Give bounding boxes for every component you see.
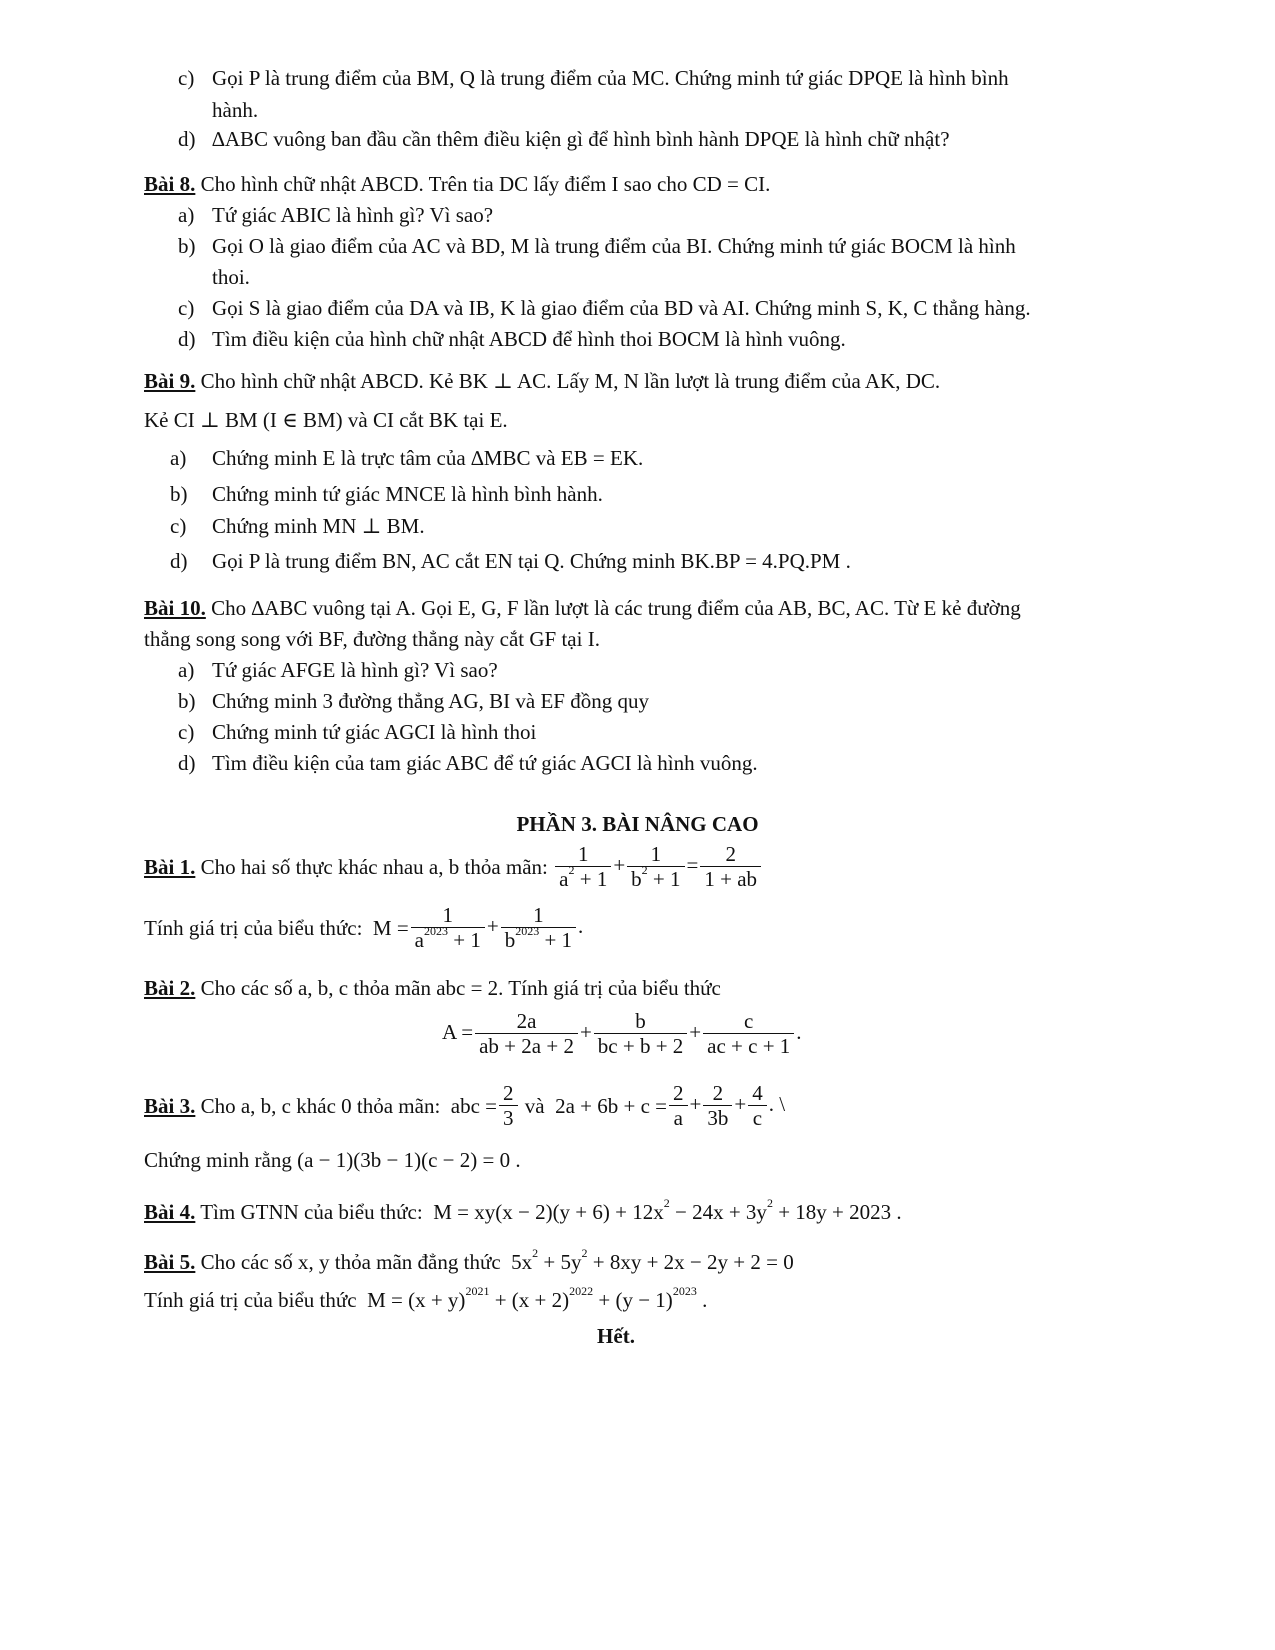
problem-title: Bài 10. bbox=[144, 596, 206, 620]
item-label: b) bbox=[170, 482, 188, 506]
item-label: d) bbox=[178, 327, 196, 351]
fraction: $\frac{4}{c}$ bbox=[748, 1082, 767, 1130]
nc2-formula: A = $\frac{2a}{ab + 2a + 2}$ + $\frac{b}{bc + b + 2}$ + $\frac{c}{ac + c + 1}$ . bbox=[442, 1009, 802, 1059]
item-c bbox=[178, 66, 1009, 90]
item-c-cont: hành. bbox=[212, 98, 259, 122]
problem-title: Bài 1. bbox=[144, 855, 196, 880]
fraction: $\frac{1}{b^{2023} + 1}$ bbox=[501, 904, 576, 952]
bai8-a bbox=[178, 203, 493, 227]
item-label: a) bbox=[178, 658, 195, 682]
item-label: b) bbox=[178, 689, 196, 713]
bai9-a bbox=[170, 446, 643, 470]
section-heading: PHẦN 3. BÀI NÂNG CAO bbox=[516, 812, 759, 836]
bai9-intro-2: Kẻ CI ⊥ BM (I ∈ BM) và CI cắt BK tại E. bbox=[144, 408, 508, 432]
nc3-line-2: Chứng minh rằng (a − 1)(3b − 1)(c − 2) = 0 . bbox=[144, 1148, 521, 1172]
problem-text: Cho ∆ABC vuông tại A. Gọi E, G, F lần lượt là các trung điểm của AB, BC, AC. Từ E kẻ đường bbox=[205, 596, 1021, 620]
bai10-c bbox=[178, 720, 536, 744]
item-label: c) bbox=[178, 720, 195, 744]
fraction: $\frac{b}{bc + b + 2}$ bbox=[594, 1010, 688, 1058]
item-text: Chứng minh tứ giác MNCE là hình bình hành. bbox=[212, 482, 603, 506]
problem-title: Bài 2. bbox=[144, 976, 196, 1000]
problem-title: Bài 3. bbox=[144, 1094, 196, 1119]
problem-text: Tìm GTNN của biểu thức: bbox=[195, 1200, 423, 1224]
formula: $M = (x + y)^{2021} + (x + 2)^{2022} + (y - 1)^{2023}$ . bbox=[361, 1284, 708, 1312]
bai10-a bbox=[178, 658, 498, 682]
problem-text: Cho hình chữ nhật ABCD. Trên tia DC lấy điểm I sao cho CD = CI. bbox=[195, 172, 771, 196]
bai10-intro bbox=[144, 596, 1021, 620]
problem-text: Cho các số a, b, c thỏa mãn abc = 2. Tính giá trị của biểu thức bbox=[195, 976, 721, 1000]
problem-title: Bài 4. bbox=[144, 1200, 196, 1224]
bai8-b bbox=[178, 234, 1016, 258]
nc1-line: Bài 1. Cho hai số thực khác nhau a, b thỏa mãn: $\frac{1}{a^2 + 1}$ + $\frac{1}{b^2 + 1}$ = $\frac{2}{1 + ab}$ bbox=[144, 843, 763, 891]
nc4-line bbox=[144, 1196, 902, 1224]
nc2-line bbox=[144, 976, 721, 1000]
nc1-line-2: Tính giá trị của biểu thức: M = $\frac{1}{a^{2023} + 1}$ + $\frac{1}{b^{2023} + 1}$ . bbox=[144, 903, 584, 953]
bai10-d bbox=[178, 751, 758, 775]
item-text: Chứng minh 3 đường thẳng AG, BI và EF đồng quy bbox=[212, 689, 649, 713]
item-text: Tìm điều kiện của tam giác ABC để tứ giác AGCI là hình vuông. bbox=[212, 751, 758, 775]
problem-title: Bài 5. bbox=[144, 1250, 196, 1274]
item-d bbox=[178, 127, 950, 151]
bai9-intro bbox=[144, 369, 940, 393]
fraction: $\frac{2}{1 + ab}$ bbox=[700, 843, 761, 891]
item-text: Gọi P là trung điểm của BM, Q là trung điểm của MC. Chứng minh tứ giác DPQE là hình bình bbox=[212, 66, 1009, 90]
bai10-intro-2: thẳng song song với BF, đường thẳng này cắt GF tại I. bbox=[144, 627, 600, 651]
problem-text: Cho các số x, y thỏa mãn đẳng thức bbox=[195, 1250, 501, 1274]
item-text: Tứ giác AFGE là hình gì? Vì sao? bbox=[212, 658, 498, 682]
problem-text: Cho hai số thực khác nhau a, b thỏa mãn: bbox=[195, 855, 548, 880]
item-text: Chứng minh E là trực tâm của ∆MBC và EB = EK. bbox=[212, 446, 644, 470]
item-text: ∆ABC vuông ban đầu cần thêm điều kiện gì để hình bình hành DPQE là hình chữ nhật? bbox=[212, 127, 950, 151]
fraction: $\frac{1}{b^2 + 1}$ bbox=[627, 843, 684, 891]
bai8-b-cont: thoi. bbox=[212, 265, 250, 289]
bai9-b bbox=[170, 482, 603, 506]
fraction: $\frac{2}{3}$ bbox=[499, 1082, 518, 1130]
problem-title: Bài 9. bbox=[144, 369, 196, 393]
nc3-line: Bài 3. Cho a, b, c khác 0 thỏa mãn: abc = $\frac{2}{3}$ và 2a + 6b + c = $\frac{2}{a}$ + $\frac{2}{3b}$ + $\frac{4}{c}$ . \ bbox=[144, 1081, 786, 1131]
item-text: Gọi P là trung điểm BN, AC cắt EN tại Q. Chứng minh BK.BP = 4.PQ.PM . bbox=[212, 549, 851, 573]
bai8-c bbox=[178, 296, 1031, 320]
item-label: d) bbox=[178, 751, 196, 775]
fraction: $\frac{2a}{ab + 2a + 2}$ bbox=[475, 1010, 578, 1058]
end-mark: Hết. bbox=[597, 1324, 635, 1348]
item-label: c) bbox=[178, 296, 195, 320]
nc5-line bbox=[144, 1246, 794, 1274]
item-label: a) bbox=[178, 203, 195, 227]
item-label: c) bbox=[178, 66, 195, 90]
bai9-d bbox=[170, 549, 851, 573]
problem-title: Bài 8. bbox=[144, 172, 196, 196]
item-label: c) bbox=[170, 514, 187, 538]
bai8-d bbox=[178, 327, 846, 351]
problem-text: Tính giá trị của biểu thức: bbox=[144, 916, 363, 941]
item-text: Gọi O là giao điểm của AC và BD, M là trung điểm của BI. Chứng minh tứ giác BOCM là hình bbox=[212, 234, 1016, 258]
item-text: Chứng minh tứ giác AGCI là hình thoi bbox=[212, 720, 537, 744]
item-label: b) bbox=[178, 234, 196, 258]
fraction: $\frac{c}{ac + c + 1}$ bbox=[703, 1010, 794, 1058]
item-text: Gọi S là giao điểm của DA và IB, K là giao điểm của BD và AI. Chứng minh S, K, C thẳng hàng. bbox=[212, 296, 1031, 320]
item-label: a) bbox=[170, 446, 187, 470]
item-label: d) bbox=[170, 549, 188, 573]
item-label: d) bbox=[178, 127, 196, 151]
formula: $M = xy(x - 2)(y + 6) + 12x^2 - 24x + 3y^2 + 18y + 2023$ . bbox=[427, 1196, 902, 1224]
bai10-b bbox=[178, 689, 649, 713]
item-text: Tìm điều kiện của hình chữ nhật ABCD để hình thoi BOCM là hình vuông. bbox=[212, 327, 846, 351]
item-text: Chứng minh MN ⊥ BM. bbox=[212, 514, 425, 538]
fraction: $\frac{2}{a}$ bbox=[669, 1082, 688, 1130]
problem-text: Tính giá trị của biểu thức bbox=[144, 1288, 357, 1312]
bai9-c bbox=[170, 514, 425, 538]
problem-text: Cho hình chữ nhật ABCD. Kẻ BK ⊥ AC. Lấy M, N lần lượt là trung điểm của AK, DC. bbox=[195, 369, 941, 393]
nc5-line-2 bbox=[144, 1284, 708, 1312]
bai8-intro bbox=[144, 172, 770, 196]
fraction: $\frac{1}{a^{2023} + 1}$ bbox=[411, 904, 485, 952]
formula: $5x^2 + 5y^2 + 8xy + 2x - 2y + 2 = 0$ bbox=[505, 1246, 794, 1274]
fraction: $\frac{1}{a^2 + 1}$ bbox=[555, 843, 611, 891]
problem-text: Cho a, b, c khác 0 thỏa mãn: bbox=[195, 1094, 441, 1119]
fraction: $\frac{2}{3b}$ bbox=[703, 1082, 732, 1130]
item-text: Tứ giác ABIC là hình gì? Vì sao? bbox=[212, 203, 494, 227]
